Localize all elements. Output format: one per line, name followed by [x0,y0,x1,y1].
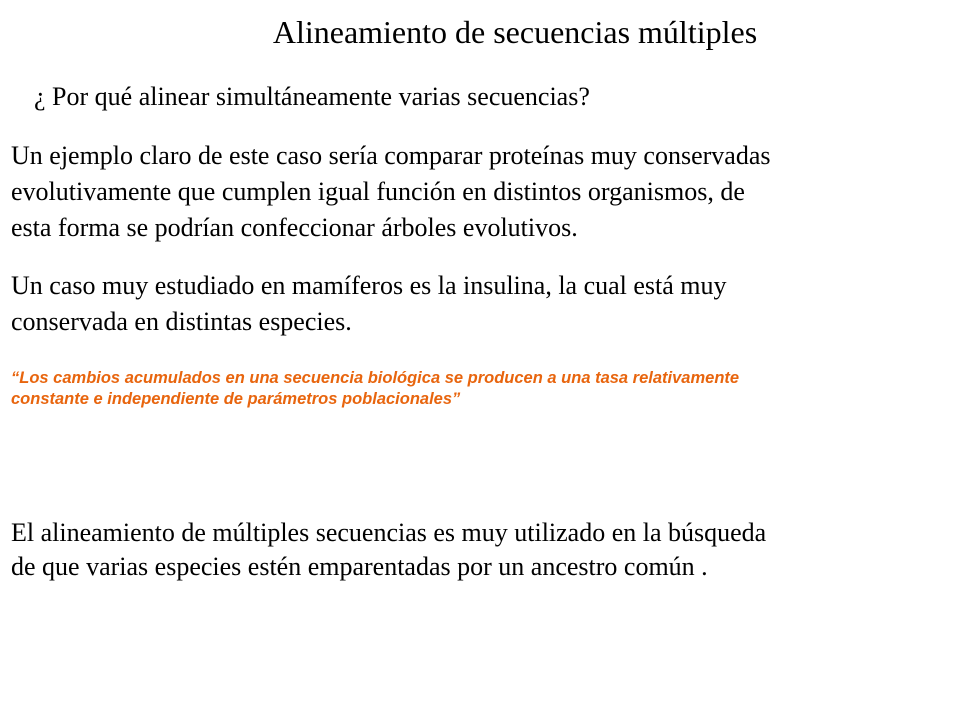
paragraph-line: El alineamiento de múltiples secuencias es muy utilizado en la búsqueda [11,518,767,547]
quote-line: “Los cambios acumulados en una secuencia biológica se producen a una tasa relativamente [11,369,740,387]
molecular-clock-quote [11,368,956,410]
quote-line: constante e independiente de parámetros poblacionales” [11,390,461,408]
paragraph-line: conservada en distintas especies. [11,307,352,336]
paragraph-line: Un caso muy estudiado en mamíferos es la insulina, la cual está muy [11,271,727,300]
paragraph-line: esta forma se podrían confeccionar árboles evolutivos. [11,213,578,242]
paragraph-line: Un ejemplo claro de este caso sería comparar proteínas muy conservadas [11,141,771,170]
paragraph-common-ancestor [11,516,951,584]
question-text: ¿ Por qué alinear simultáneamente varias secuencias? [34,82,590,111]
paragraph-insulin-example [11,268,951,340]
paragraph-protein-example [11,138,951,246]
paragraph-line: de que varias especies estén emparentadas por un ancestro común . [11,552,708,581]
paragraph-line: evolutivamente que cumplen igual función en distintos organismos, de [11,177,745,206]
slide-title: Alineamiento de secuencias múltiples [272,14,758,50]
